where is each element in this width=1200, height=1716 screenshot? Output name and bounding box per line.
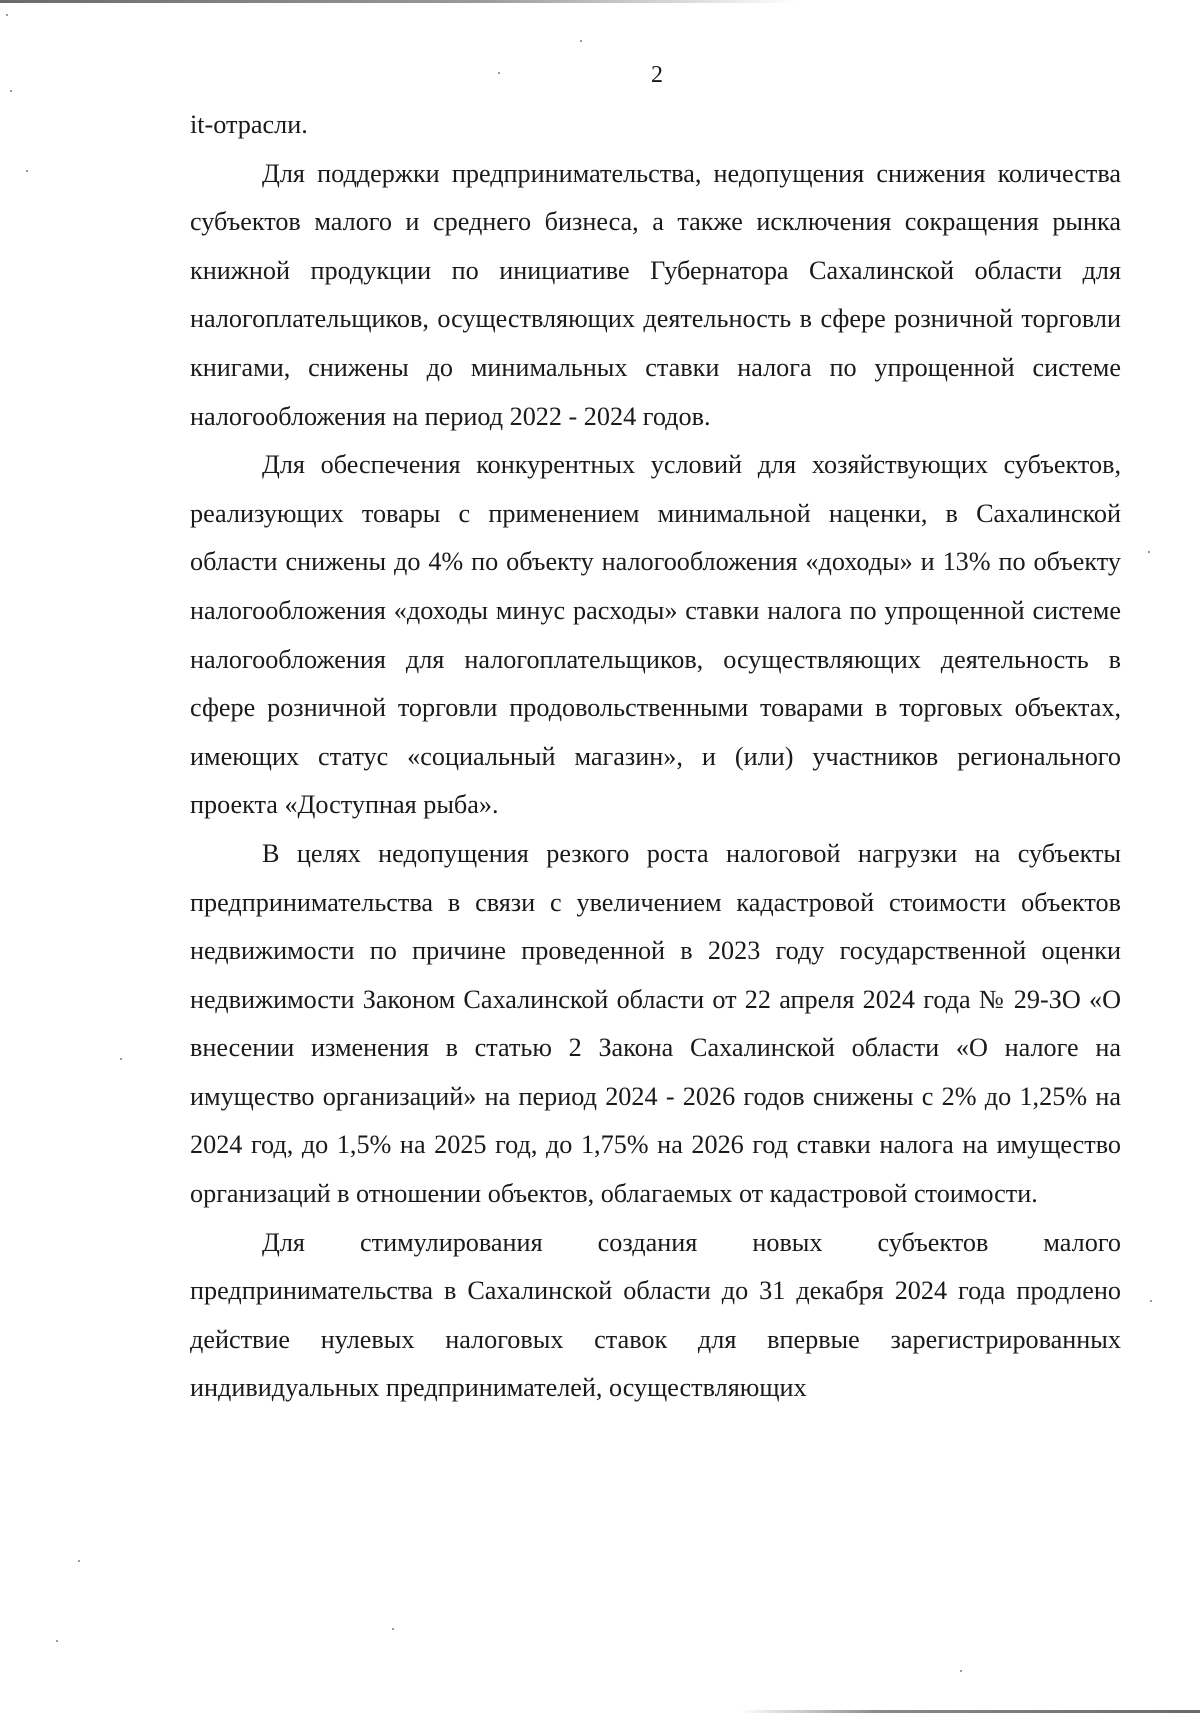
- page-number: 2: [651, 62, 663, 88]
- scan-speck: [120, 1058, 122, 1060]
- scan-speck: [580, 40, 582, 42]
- scan-speck: [10, 90, 12, 92]
- scan-speck: [78, 1560, 80, 1562]
- scan-edge-top: [0, 0, 800, 3]
- scan-speck: [1150, 1300, 1152, 1302]
- scan-speck: [960, 1670, 962, 1672]
- scan-speck: [392, 1628, 394, 1630]
- scan-speck: [498, 72, 500, 74]
- scan-speck: [56, 1640, 58, 1642]
- scan-edge-bottom: [740, 1710, 1200, 1713]
- document-body: [190, 101, 1121, 1413]
- scan-speck: [1148, 551, 1150, 553]
- paragraph: Для стимулирования создания новых субъектов малого предпринимательства в Сахалинской области до 31 декабря 2024 года продлено действие нулевых налоговых ставок для впервые зарегистрированных индивидуальных предпринимателей, осуществляющих: [190, 1227, 1121, 1403]
- scan-speck: [26, 170, 28, 172]
- paragraph-continuation: it-отрасли.: [190, 110, 308, 139]
- paragraph: Для обеспечения конкурентных условий для хозяйствующих субъектов, реализующих товары с применением минимальной наценки, в Сахалинской области снижены до 4% по объекту налогообложения «доходы» и 13% по объекту налогообложения «доходы минус расходы» ставки налога по упрощенной системе налогообложения для налогоплательщиков, осуществляющих деятельность в сфере розничной торговли продовольственными товарами в торговых объектах, имеющих статус «социальный магазин», и (или) участников регионального проекта «Доступная рыба».: [190, 450, 1121, 820]
- paragraph: В целях недопущения резкого роста налоговой нагрузки на субъекты предпринимательства в связи с увеличением кадастровой стоимости объектов недвижимости по причине проведенной в 2023 году государственной оценки недвижимости Законом Сахалинской области от 22 апреля 2024 года № 29-ЗО «О внесении изменения в статью 2 Закона Сахалинской области «О налоге на имущество организаций» на период 2024 - 2026 годов снижены с 2% до 1,25% на 2024 год, до 1,5% на 2025 год, до 1,75% на 2026 год ставки налога на имущество организаций в отношении объектов, облагаемых от кадастровой стоимости.: [190, 838, 1121, 1209]
- paragraph: Для поддержки предпринимательства, недопущения снижения количества субъектов малого и среднего бизнеса, а также исключения сокращения рынка книжной продукции по инициативе Губернатора Сахалинской области для налогоплательщиков, осуществляющих деятельность в сфере розничной торговли книгами, снижены до минимальных ставки налога по упрощенной системе налогообложения на период 2022 - 2024 годов.: [190, 158, 1121, 431]
- scan-speck: [6, 14, 8, 16]
